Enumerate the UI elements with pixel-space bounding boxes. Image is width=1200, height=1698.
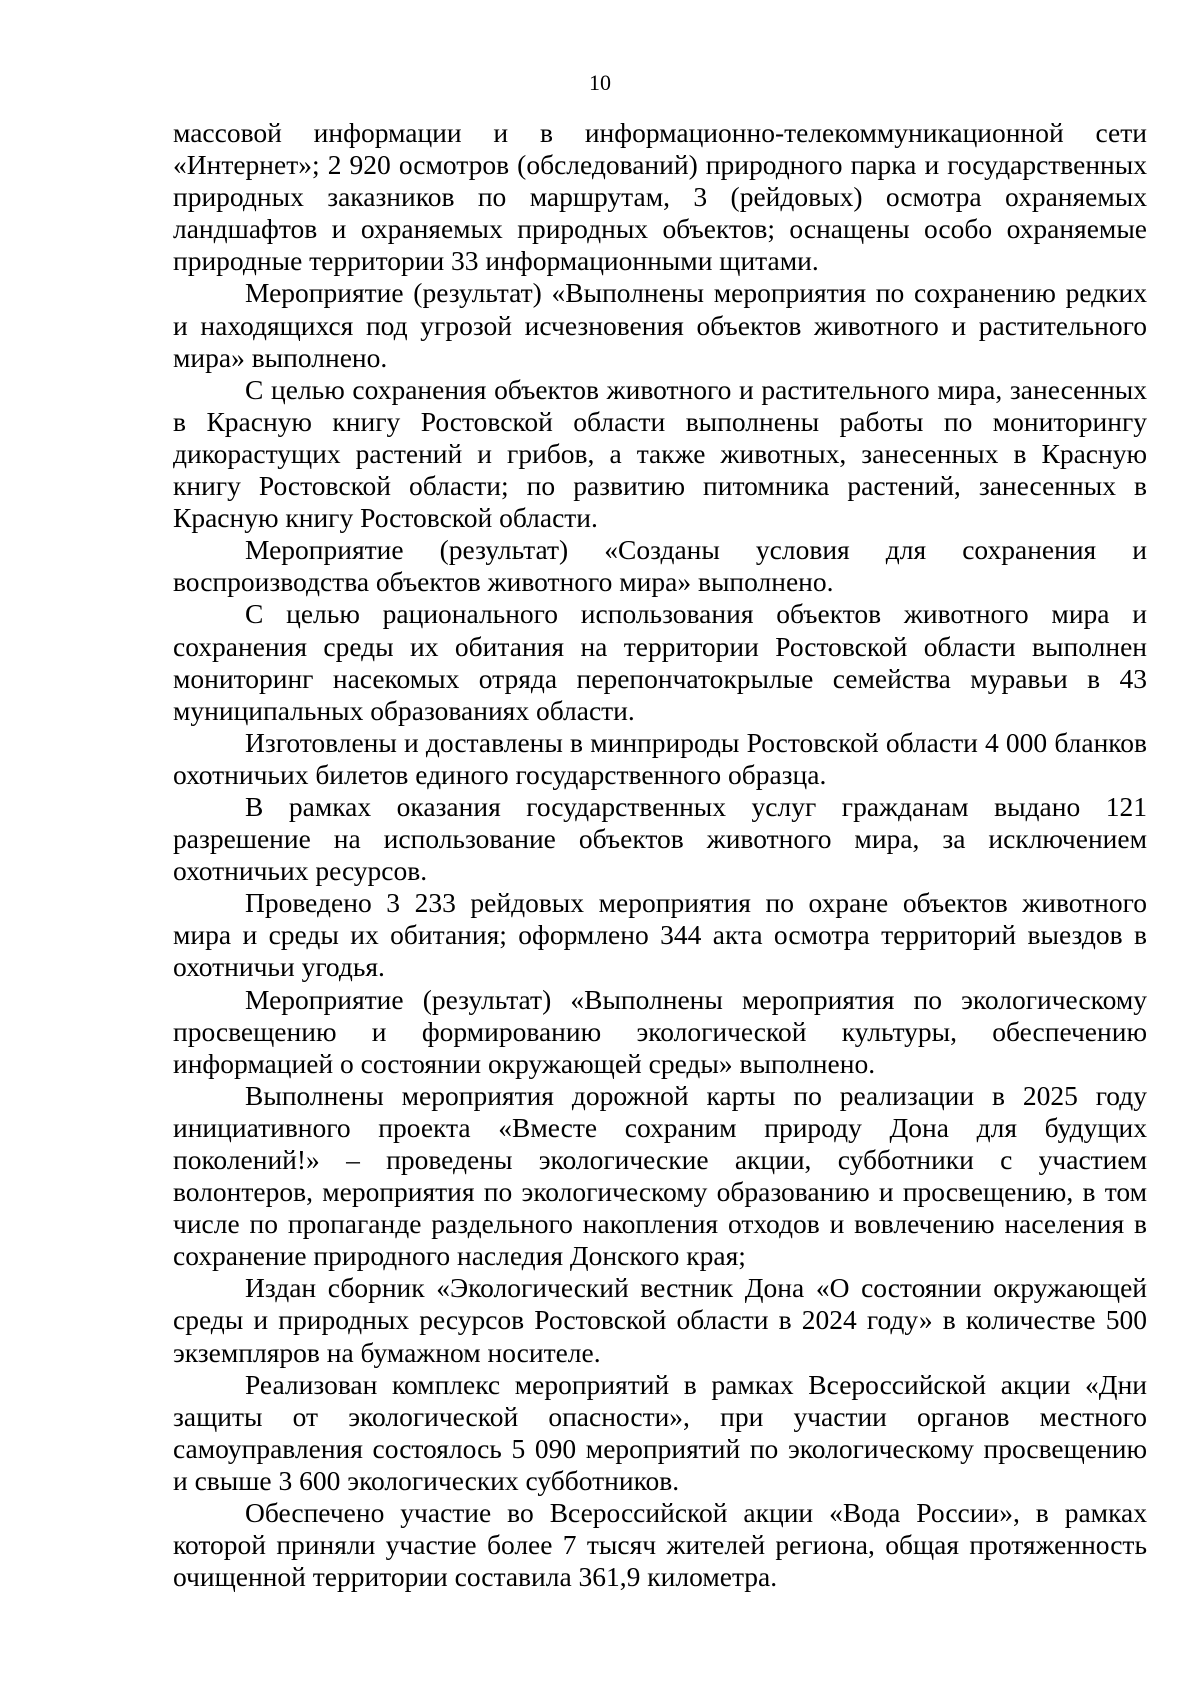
- paragraph: С целью рационального использования объектов животного мира и сохранения среды их обитания на территории Ростовской области выполнен мониторинг насекомых отряда перепончатокрылые семейства муравьи в 43 муниципальных образованиях области.: [173, 598, 1147, 726]
- paragraph: Изготовлены и доставлены в минприроды Ростовской области 4 000 бланков охотничьих билетов единого государственного образца.: [173, 726, 1147, 790]
- paragraph-continued: массовой информации и в информационно-телекоммуникационной сети «Интернет»; 2 920 осмотров (обследований) природного парка и государственных природных заказников по маршрутам, 3 (рейдовых) осмотра охраняемых ландшафтов и охраняемых природных объектов; оснащены особо охраняемые природные территории 33 информационными щитами.: [173, 117, 1147, 277]
- paragraph: Мероприятие (результат) «Выполнены мероприятия по экологическому просвещению и формированию экологической культуры, обеспечению информацией о состоянии окружающей среды» выполнено.: [173, 983, 1147, 1079]
- paragraph: Издан сборник «Экологический вестник Дона «О состоянии окружающей среды и природных ресурсов Ростовской области в 2024 году» в количестве 500 экземпляров на бумажном носителе.: [173, 1272, 1147, 1368]
- page-number: 10: [589, 70, 611, 95]
- paragraph: Мероприятие (результат) «Созданы условия для сохранения и воспроизводства объектов животного мира» выполнено.: [173, 534, 1147, 598]
- paragraph: В рамках оказания государственных услуг гражданам выдано 121 разрешение на использование объектов животного мира, за исключением охотничьих ресурсов.: [173, 790, 1147, 887]
- document-body: [173, 117, 1147, 1593]
- paragraph: Реализован комплекс мероприятий в рамках Всероссийской акции «Дни защиты от экологической опасности», при участии органов местного самоуправления состоялось 5 090 мероприятий по экологическому просвещению и свыше 3 600 экологических субботников.: [173, 1368, 1147, 1496]
- paragraph: Выполнены мероприятия дорожной карты по реализации в 2025 году инициативного проекта «Вместе сохраним природу Дона для будущих поколений!» – проведены экологические акции, субботники с участием волонтеров, мероприятия по экологическому образованию и просвещению, в том числе по пропаганде раздельного накопления отходов и вовлечению населения в сохранение природного наследия Донского края;: [173, 1079, 1147, 1272]
- paragraph: Проведено 3 233 рейдовых мероприятия по охране объектов животного мира и среды их обитания; оформлено 344 акта осмотра территорий выездов в охотничьи угодья.: [173, 887, 1147, 983]
- paragraph: Обеспечено участие во Всероссийской акции «Вода России», в рамках которой приняли участие более 7 тысяч жителей региона, общая протяженность очищенной территории составила 361,9 километра.: [173, 1497, 1147, 1593]
- paragraph: С целью сохранения объектов животного и растительного мира, занесенных в Красную книгу Ростовской области выполнены работы по мониторингу дикорастущих растений и грибов, а также животных, занесенных в Красную книгу Ростовской области; по развитию питомника растений, занесенных в Красную книгу Ростовской области.: [173, 373, 1147, 534]
- paragraph: Мероприятие (результат) «Выполнены мероприятия по сохранению редких и находящихся под угрозой исчезновения объектов животного и растительного мира» выполнено.: [173, 277, 1147, 373]
